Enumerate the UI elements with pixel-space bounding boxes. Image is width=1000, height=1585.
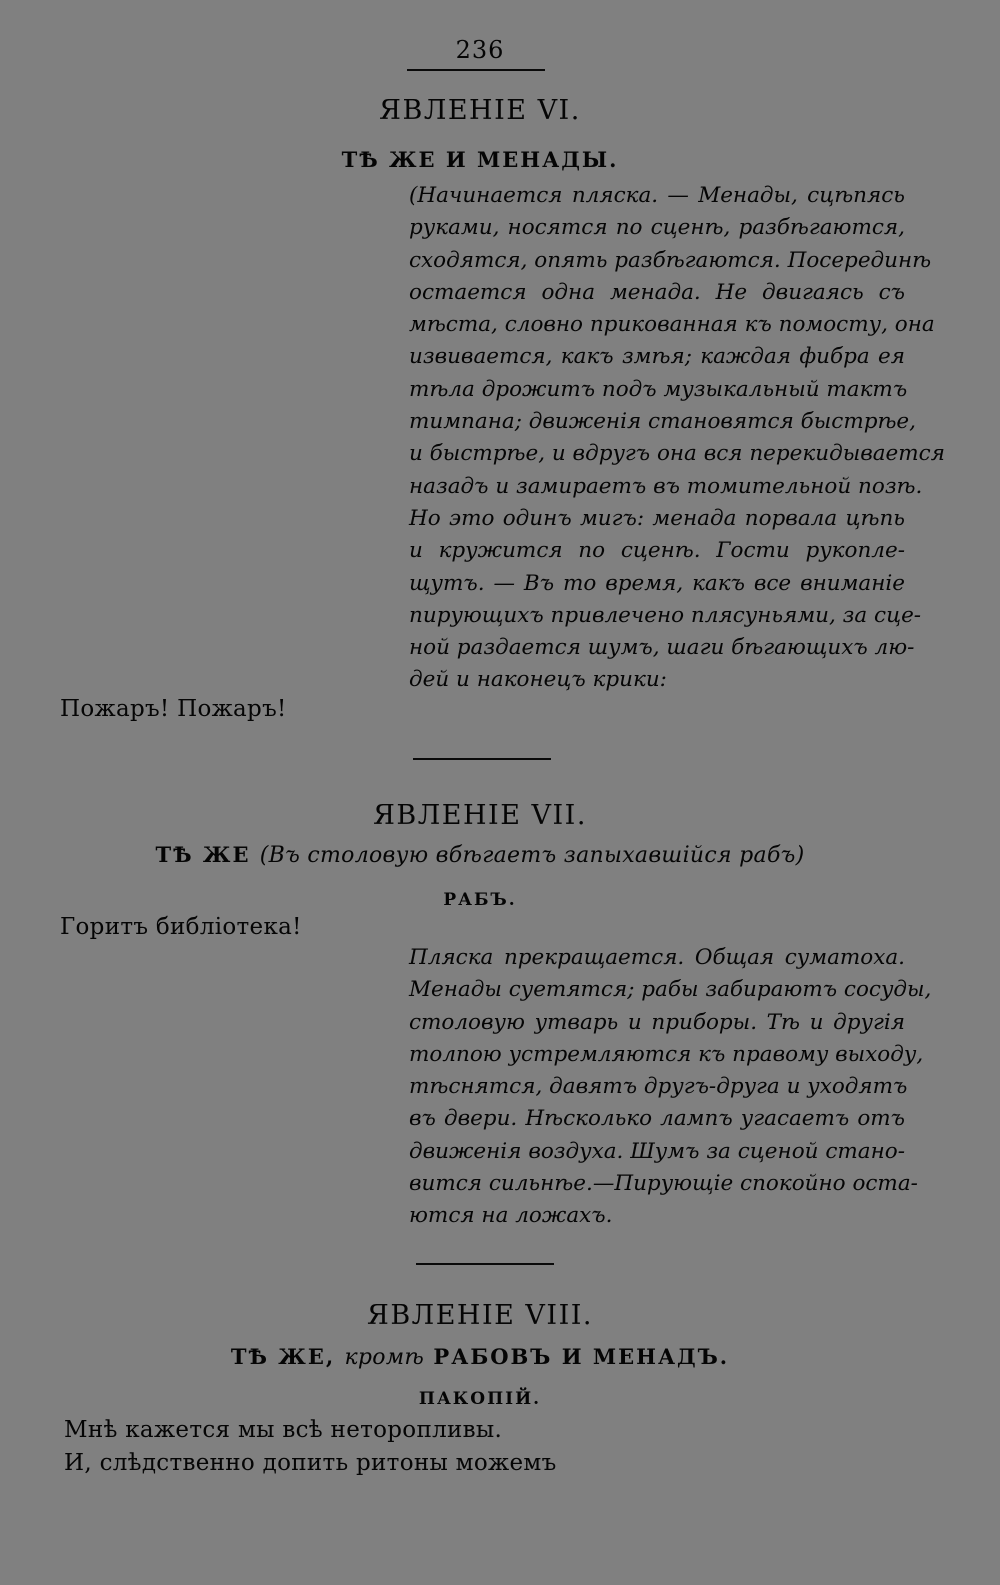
stage-direction-line: извивается, какъ змѣя; каждая фибра ея	[409, 344, 905, 370]
cast-names: ТѢ ЖЕ	[155, 842, 251, 867]
stage-direction-line: Но это одинъ мигъ: менада порвала цѣпь	[409, 505, 905, 531]
scene-7-speaker: РАБЪ.	[443, 890, 517, 910]
scene-6-stage-direction	[409, 180, 945, 697]
scene-7-stage-direction	[409, 942, 932, 1233]
stage-direction-line: (Начинается пляска. — Менады, сцѣпясь	[409, 183, 905, 208]
cast-names: ТѢ ЖЕ,	[230, 1344, 336, 1369]
stage-direction-line: тѣснятся, давятъ другъ-друга и уходятъ	[409, 1074, 908, 1100]
page-number: 236	[455, 36, 505, 64]
stage-direction-line: и быстрѣе, и вдругъ она вся перекидывается	[409, 441, 945, 467]
stage-direction-line: тѣла дрожитъ подъ музыкальный тактъ	[409, 376, 908, 402]
scene-8-speaker: ПАКОПIЙ.	[418, 1389, 542, 1409]
section-divider	[416, 1263, 554, 1265]
scene-7-heading: ЯВЛЕНIЕ VII.	[373, 800, 587, 831]
stage-direction-line: остается одна менада. Не двигаясь съ	[409, 279, 905, 305]
stage-direction-line: столовую утварь и приборы. Тѣ и другiя	[409, 1009, 905, 1035]
stage-direction-line: Менады суетятся; рабы забираютъ сосуды,	[409, 977, 932, 1003]
slave-speech: Горитъ библiотека!	[60, 914, 302, 940]
offstage-cry: Пожаръ! Пожаръ!	[60, 696, 287, 722]
scene-8-heading: ЯВЛЕНIЕ VIII.	[367, 1300, 593, 1331]
scene-6-heading: ЯВЛЕНIЕ VI.	[379, 95, 581, 126]
scene-7-cast	[0, 842, 960, 868]
stage-direction-line: Пляска прекращается. Общая суматоха.	[409, 945, 905, 970]
verse-line: И, слѣдственно допить ритоны можемъ	[64, 1450, 557, 1476]
stage-direction-line: и кружится по сценѣ. Гости рукопле-	[409, 538, 905, 564]
stage-direction-line: ются на ложахъ.	[409, 1203, 613, 1229]
stage-direction-line: руками, носятся по сценѣ, разбѣгаются,	[409, 215, 905, 241]
stage-direction-line: движенiя воздуха. Шумъ за сценой стано-	[409, 1138, 905, 1164]
stage-direction-line: сходятся, опять разбѣгаются. Посерединѣ	[409, 247, 932, 273]
section-divider	[413, 758, 551, 760]
verse-line: Мнѣ кажется мы всѣ неторопливы.	[64, 1417, 503, 1443]
stage-direction-line: назадъ и замираетъ въ томительной позѣ.	[409, 473, 923, 499]
cast-excluded: РАБОВЪ И МЕНАДЪ.	[433, 1344, 730, 1369]
stage-direction-line: пирующихъ привлечено плясуньями, за сце-	[409, 602, 922, 628]
stage-direction-line: дей и наконецъ крики:	[409, 667, 667, 693]
verse-block	[64, 1414, 557, 1480]
stage-direction-line: мѣста, словно прикованная къ помосту, она	[409, 312, 935, 338]
scene-8-cast	[0, 1344, 960, 1370]
scene-6-cast: ТѢ ЖЕ И МЕНАДЫ.	[341, 147, 619, 172]
stage-direction-line: ной раздается шумъ, шаги бѣгающихъ лю-	[409, 635, 915, 661]
stage-direction-line: щутъ. — Въ то время, какъ все вниманiе	[409, 570, 905, 596]
cast-stage-note: (Въ столовую вбѣгаетъ запыхавшiйся рабъ)	[259, 843, 805, 868]
cast-qualifier: кромѣ	[344, 1345, 425, 1370]
header-rule	[407, 69, 545, 71]
stage-direction-line: вится сильнѣе.—Пирующiе спокойно оста-	[409, 1171, 918, 1197]
stage-direction-line: толпою устремляются къ правому выходу,	[409, 1041, 924, 1067]
stage-direction-line: въ двери. Нѣсколько лампъ угасаетъ отъ	[409, 1106, 905, 1132]
stage-direction-line: тимпана; движенiя становятся быстрѣе,	[409, 409, 916, 435]
